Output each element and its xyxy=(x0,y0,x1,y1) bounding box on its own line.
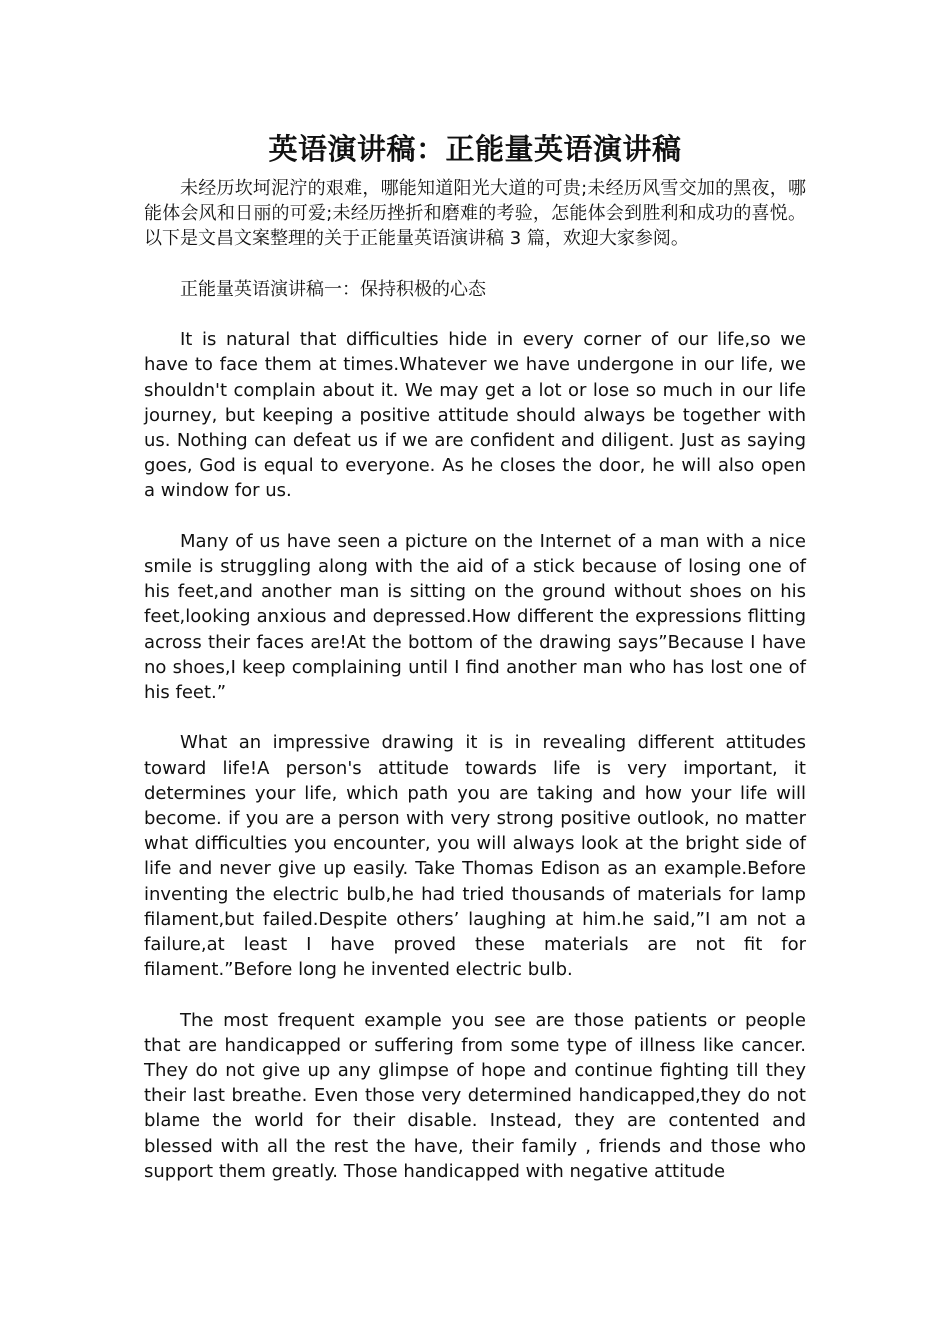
section-heading: 正能量英语演讲稿一：保持积极的心态 xyxy=(180,278,486,300)
intro-paragraph: 未经历坎坷泥泞的艰难，哪能知道阳光大道的可贵;未经历风雪交加的黑夜，哪能体会风和日丽的可爱;未经历挫折和磨难的考验，怎能体会到胜利和成功的喜悦。以下是文昌文案整理的关于正能量英语演讲稿 3 篇，欢迎大家参阅。 xyxy=(144,178,806,250)
body-paragraph: What an impressive drawing it is in revealing different attitudes toward life!A person's attitude towards life is very important, it determines your life, which path you are taking and how your life will become. if you are a person with very strong positive outlook, no matter what difficulties you encounter, you will always look at the bright side of life and never give up easily. Take Thomas Edison as an example.Before inventing the electric bulb,he had tried thousands of materials for lamp filament,but failed.Despite others’ laughing at him.he said,”I am not a failure,at least I have proved these materials are not fit for filament.”Before long he invented electric bulb. xyxy=(144,732,806,981)
document-body xyxy=(144,176,806,1184)
document-title: 英语演讲稿：正能量英语演讲稿 xyxy=(268,132,682,166)
body-paragraph: Many of us have seen a picture on the Internet of a man with a nice smile is struggling along with the aid of a stick because of losing one of his feet,and another man is sitting on the ground without shoes on his feet,looking anxious and depressed.How different the expressions flitting across their faces are!At the bottom of the drawing says”Because I have no shoes,I keep complaining until I find another man who has lost one of his feet.” xyxy=(144,530,806,704)
body-paragraph: It is natural that difficulties hide in every corner of our life,so we have to face them at times.Whatever we have undergone in our life, we shouldn't complain about it. We may get a lot or lose so much in our life journey, but keeping a positive attitude should always be together with us. Nothing can defeat us if we are confident and diligent. Just as saying goes, God is equal to everyone. As he closes the door, he will also open a window for us. xyxy=(144,329,806,502)
body-paragraph: The most frequent example you see are those patients or people that are handicapped or suffering from some type of illness like cancer. They do not give up any glimpse of hope and continue fighting till they their last breathe. Even those very determined handicapped,they do not blame the world for their disable. Instead, they are contented and blessed with all the rest the have, their family , friends and those who support them greatly. Those handicapped with negative attitude xyxy=(144,1009,806,1182)
